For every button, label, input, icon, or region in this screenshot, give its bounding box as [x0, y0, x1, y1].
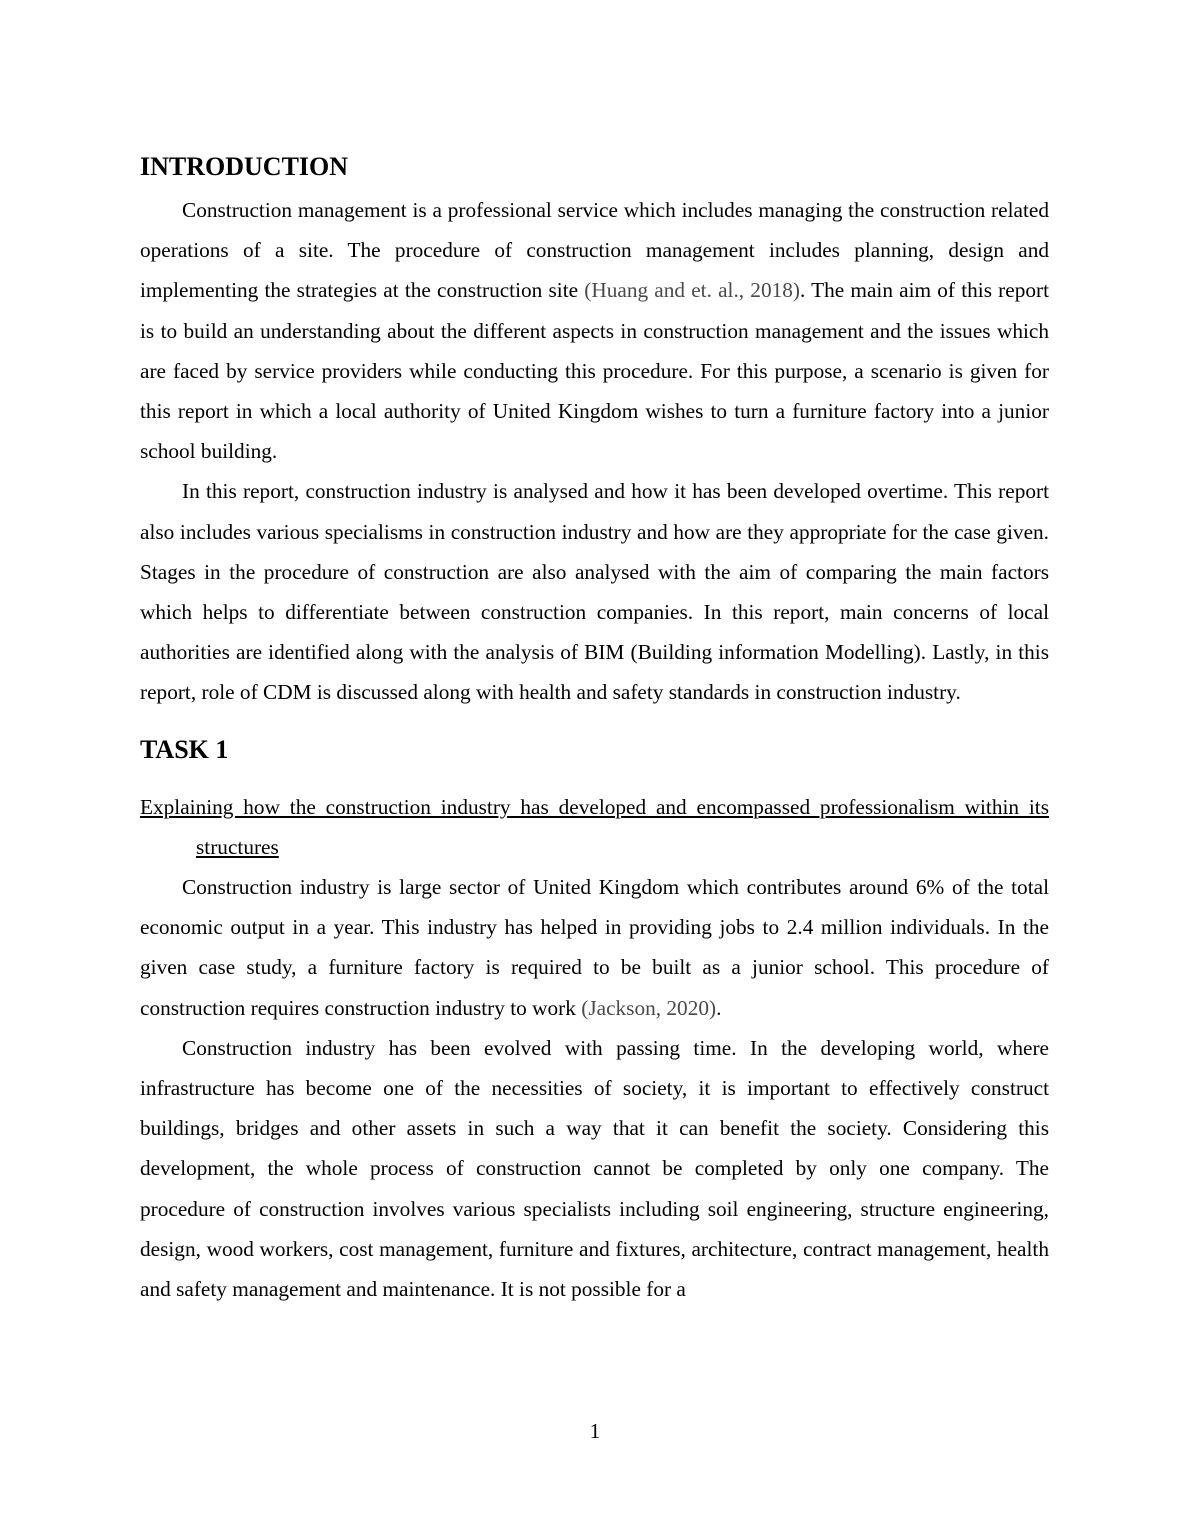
citation: (Huang and et. al., 2018) [584, 278, 800, 303]
task-1-paragraph-2: Construction industry has been evolved with passing time. In the developing world, where infrastructure has become one of the necessities of society, it is important to effectively construct buildings, bridges and other assets in such a way that it can benefit the society. Considering this development, the whole process of construction cannot be completed by only one company. The procedure of construction involves various specialists including soil engineering, structure engineering, design, wood workers, cost management, furniture and fixtures, architecture, contract management, health and safety management and maintenance. It is not possible for a [140, 1035, 1049, 1302]
introduction-paragraph-2: In this report, construction industry is analysed and how it has been developed overtime. This report also includes various specialisms in construction industry and how are they appropriate for the case given. Stages in the procedure of construction are also analysed with the aim of comparing the main factors which helps to differentiate between construction companies. In this report, main concerns of local authorities are identified along with the analysis of BIM (Building information Modelling). Lastly, in this report, role of CDM is discussed along with health and safety standards in construction industry. [140, 479, 1049, 705]
paragraph-text: Construction industry is large sector of United Kingdom which contributes around 6% of the total economic output in a year. This industry has helped in providing jobs to 2.4 million individuals. In the given case study, a furniture factory is required to be built as a junior school. This procedure of construction requires construction industry to work [140, 875, 1049, 1020]
task-1-subheading: Explaining how the construction industry has developed and encompassed professionalism within its structures [140, 794, 1049, 859]
task-1-heading: TASK 1 [140, 734, 229, 764]
task-1-paragraph-1 [140, 867, 1049, 1028]
citation: (Jackson, 2020) [581, 995, 717, 1020]
page-content [140, 150, 1049, 1309]
introduction-paragraph-1 [140, 190, 1049, 471]
page-number: 1 [589, 1419, 601, 1443]
paragraph-text: . The main aim of this report is to build an understanding about the different aspects in construction management and the issues which are faced by service providers while conducting this procedure. For this purpose, a scenario is given for this report in which a local authority of United Kingdom wishes to turn a furniture factory into a junior school building. [140, 278, 1050, 464]
paragraph-text: . [716, 995, 722, 1020]
introduction-heading: INTRODUCTION [140, 152, 349, 181]
paragraph-text: Construction management is a professional service which includes managing the construction related operations of a site. The procedure of construction management includes planning, design and implementing the strategies at the construction site [140, 198, 1049, 303]
